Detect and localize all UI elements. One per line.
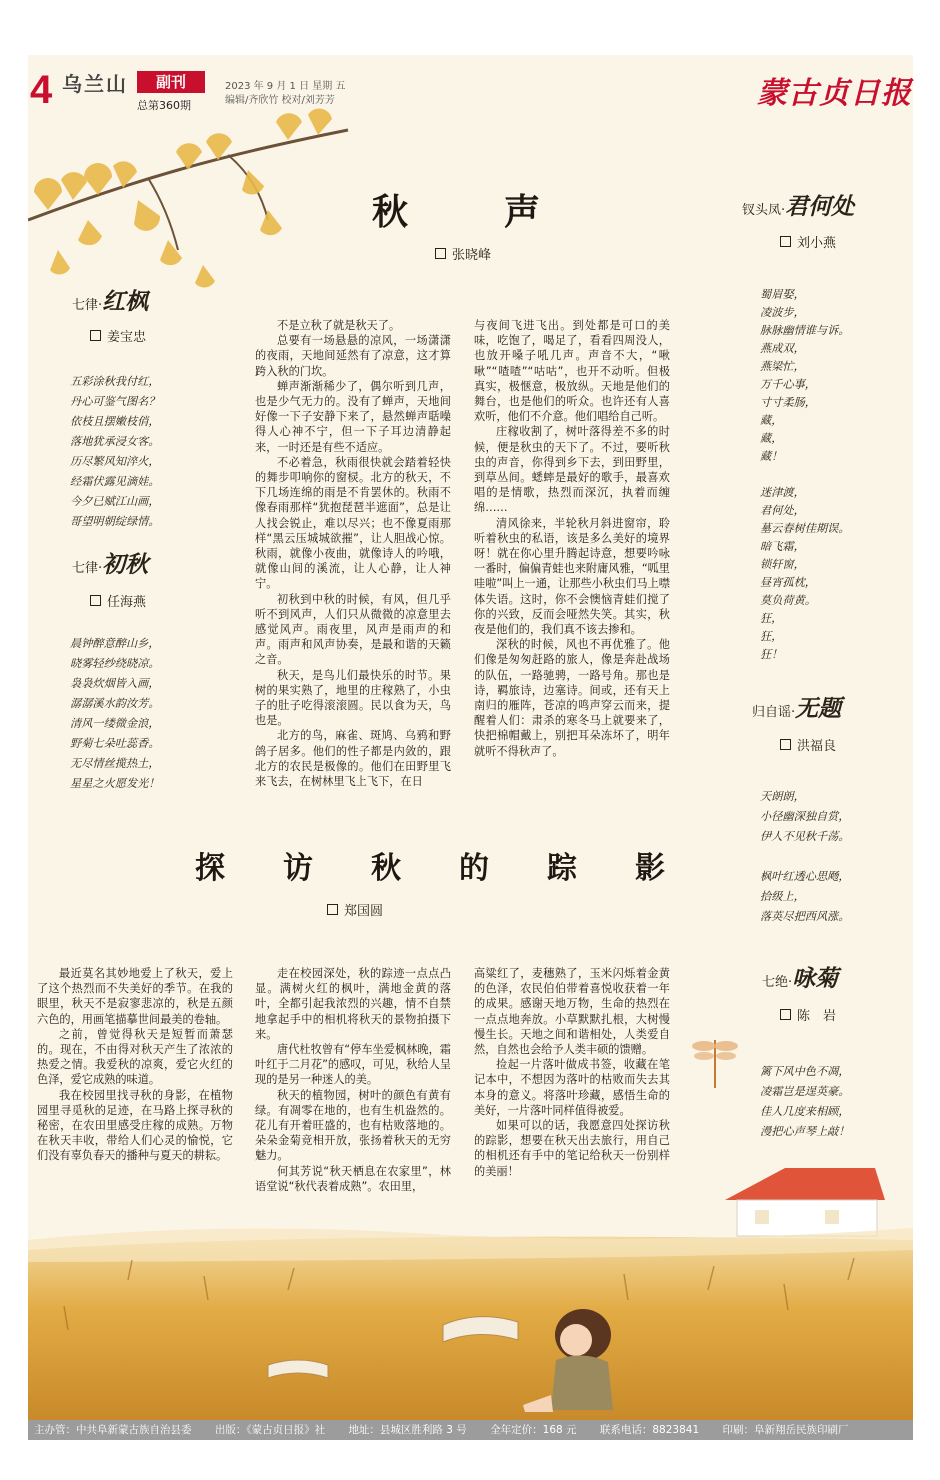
essay1-column-1 — [255, 318, 451, 789]
poem-line: 迷津渡， — [760, 486, 805, 499]
byline-marker-icon — [780, 236, 791, 247]
poem4-byline: 洪福良 — [780, 735, 836, 754]
byline-marker-icon — [90, 330, 101, 341]
paragraph: 捡起一片落叶做成书签，收藏在笔记本中，不想因为落叶的枯败而失去其本身的意义。将落叶珍藏，感悟生命的美好，一片落叶同样值得被爱。 — [474, 1058, 670, 1117]
paragraph: 如果可以的话，我愿意四处探访秋的踪影，想要在秋天出去旅行，用自己的相机还有手中的笔记给秋天一份别样的美丽！ — [474, 1119, 670, 1178]
poem-line: 星星之火愿发光！ — [70, 777, 160, 790]
poem-line: 潺潺溪水韵汝芳。 — [70, 697, 160, 710]
poem-line: 墓云春树佳期误。 — [760, 522, 850, 535]
paragraph: 蝉声渐渐稀少了，偶尔听到几声，也是少气无力的。没有了蝉声，天地间好像一下子安静下来了，悬然蝉声聒噪得人心神不宁，但一下子耳边清静起来，一时还是有些不适应。 — [255, 379, 451, 454]
poem-line: 燕梁忙， — [760, 360, 805, 373]
poem-line: 枫叶红透心思飏， — [760, 870, 850, 883]
poem5-byline: 陈 岩 — [780, 1005, 836, 1024]
byline-marker-icon — [90, 595, 101, 606]
poem-line: 藏！ — [760, 450, 783, 463]
footer-phone: 联系电话：8823841 — [599, 1424, 700, 1436]
paragraph: 秋天的植物园，树叶的颜色有黄有绿。有凋零在地的，也有生机盎然的。花儿有开着旺盛的，也有枯败落地的。朵朵金菊竞相开放，张扬着秋天的无穷魅力。 — [255, 1088, 451, 1163]
footer-printer: 印刷：阜新翔岳民族印刷厂 — [722, 1424, 849, 1436]
paragraph: 唐代杜牧曾有“停车坐爱枫林晚，霜叶红于二月花”的感叹，可见，秋给人呈现的是另一种迷人的美。 — [255, 1043, 451, 1087]
autumn-meadow-illustration — [28, 1150, 913, 1420]
poem-line: 莫负荷黄。 — [760, 594, 816, 607]
poem2-body — [70, 634, 160, 794]
poem-line: 狂， — [760, 612, 783, 625]
paragraph: 最近莫名其妙地爱上了秋天，爱上了这个热烈而不失美好的季节。在我的眼里，秋天不是寂寥悲凉的，秋是五颜六色的，用画笔描摹世间最美的卷轴。 — [37, 967, 233, 1026]
paragraph: 之前，曾觉得秋天是短暂而萧瑟的。现在，不由得对秋天产生了浓浓的热爱之情。我爱秋的凉爽，爱它火红的色泽，爱它成熟的味道。 — [37, 1027, 233, 1087]
poem-line: 昼宵孤枕， — [760, 576, 816, 589]
poem-line: 经霜伏露见滴娃。 — [70, 475, 160, 488]
poem2-title: 七律·初秋 — [72, 551, 149, 578]
poem-line — [760, 466, 850, 484]
paragraph: 初秋到中秋的时候，有风，但几乎听不到风声，人们只从微微的凉意里去感觉风声。雨夜里，风声是雨声的和声。雨声和风声协奏，是最和谐的天籁之音。 — [255, 592, 451, 667]
footer-bar — [28, 1420, 913, 1440]
essay1-author: 张晓峰 — [452, 248, 492, 263]
essay2-column-3 — [474, 966, 670, 1179]
poem-line: 佳人几度来相顾， — [760, 1105, 850, 1118]
issue-number: 总第360期 — [137, 99, 191, 112]
poem-line: 五彩涂秋我付红， — [70, 375, 160, 388]
paragraph: 我在校园里找寻秋的身影，在植物园里寻觅秋的足迹，在马路上探寻秋的秘密，在农田里感受庄稼的成熟。万物在秋天丰收，带给人们心灵的愉悦，它们没有辜负春天的播种与夏天的耕耘。 — [37, 1088, 233, 1163]
byline-marker-icon — [327, 904, 338, 915]
essay2-column-1 — [37, 966, 233, 1164]
poem-line: 脉脉幽情谁与诉。 — [760, 324, 850, 337]
poem-line: 落地犹承浸女客。 — [70, 435, 160, 448]
poem-line: 丹心可鉴气图名？ — [70, 395, 160, 408]
poem4-body — [760, 787, 850, 927]
poem2-byline: 任海燕 — [90, 591, 146, 610]
poem-line: 凌波步， — [760, 306, 805, 319]
poem-line: 晨钟醉意醉山乡， — [70, 637, 160, 650]
poem-line: 无尽情丝揽热土， — [70, 757, 160, 770]
poem-line: 锁轩窗， — [760, 558, 805, 571]
poem4-title: 归自谣·无题 — [752, 695, 842, 722]
paragraph: 不是立秋了就是秋天了。 — [277, 319, 401, 332]
poem-line: 历尽繁风知淬火， — [70, 455, 160, 468]
paragraph: 庄稼收割了，树叶落得差不多的时候，便是秋虫的天下了。不过，要听秋虫的声音，你得到乡下去，到田野里，到草丛间。蟋蟀是最好的歌手，最喜欢唱的是情歌，热烈而深沉，执着而缠绵…… — [474, 425, 670, 515]
poem-line: 今夕已赋江山画， — [70, 495, 160, 508]
poem-line: 暗飞霜， — [760, 540, 805, 553]
poem1-byline: 姜宝忠 — [90, 326, 146, 345]
byline-marker-icon — [780, 1009, 791, 1020]
poem-line: 落英尽把西风涨。 — [760, 910, 850, 923]
paragraph: 不必着急，秋雨很快就会踏着轻快的舞步叩响你的窗棂。北方的秋天，不下几场连绵的雨是不肯罢休的。秋雨不像春雨那样“犹抱琵琶半遮面”，总是让人找会锐止，难以尽兴；也不像夏雨那样“黑云压城城欲摧”，让人胆战心惊。秋雨，就像小夜曲，就像诗人的吟哦，就像山间的溪流，让人心静，让人神宁。 — [255, 455, 451, 591]
page-number: 4 — [30, 68, 53, 112]
paragraph: 总要有一场悬悬的凉风，一场潇潇的夜雨，天地间延然有了凉意，这才算跨入秋的门坎。 — [255, 334, 451, 378]
poem-line: 万千心事， — [760, 378, 816, 391]
paragraph: 清风徐来，半轮秋月斜进窗帘，聆听着秋虫的私语，该是多么美好的境界呀！就在你心里升腾起诗意，想要吟咏一番时，偏偏青蛙也来附庸风雅，“呱里哇啦”叫上一通，让那些小秋虫们马上噤体失语。这时，你不会懊恼青蛙们搅了你的兴致，反而会哑然失笑。其实，秋夜是他们的，我们真不该去掺和。 — [474, 516, 670, 637]
poem-line: 篱下风中色不凋， — [760, 1065, 850, 1078]
poem-line: 拾级上， — [760, 890, 805, 903]
poem-line: 清风一缕微金浪， — [70, 717, 160, 730]
footer-publisher: 出版：《蒙古贞日报》社 — [214, 1424, 326, 1436]
poem3-byline: 刘小燕 — [780, 232, 836, 251]
dragonfly-illustration — [690, 1030, 740, 1090]
poem3-body — [760, 286, 850, 664]
poem5-title: 七绝·咏菊 — [762, 965, 839, 992]
byline-marker-icon — [780, 739, 791, 750]
publish-date: 2023 年 9 月 1 日 星期 五 — [225, 81, 346, 92]
essay1-column-2 — [474, 318, 670, 759]
poem-line: 野菊七朵吐蕊香。 — [70, 737, 160, 750]
poem-line: 哥望明朝绽绿情。 — [70, 515, 160, 528]
poem1-title: 七律·红枫 — [72, 288, 149, 315]
byline-marker-icon — [435, 248, 446, 259]
poem-line: 漫把心声琴上敲！ — [760, 1125, 850, 1138]
poem-line: 蜀眉娶， — [760, 288, 805, 301]
paragraph: 北方的鸟，麻雀、斑鸠、乌鸦和野鸽子居多。他们的性子都是内敛的，跟北方的农民是极像的。他们在田野里飞来飞去，在树林里飞上飞下，在日 — [255, 729, 451, 789]
footer-address: 地址：县城区胜利路 3 号 — [348, 1424, 467, 1436]
essay2-byline: 郑国圆 — [327, 900, 383, 919]
poem1-body — [70, 372, 160, 532]
poem-line: 凌霜岂是逞英豪。 — [760, 1085, 850, 1098]
newspaper-name: 蒙古贞日报 — [757, 76, 912, 111]
paragraph: 与夜间飞进飞出。到处都是可口的美味，吃饱了，喝足了，看看四周没人，也放开嗓子吼几声。声音不大，“啾啾”“喳喳”“咕咕”，也开不动听。但极真实，极惬意，极放纵。天地是他们的舞台，也是他们的听众。也许还有人喜欢听，他们不介意。他们唱给自己听。 — [474, 319, 670, 424]
essay1-byline — [435, 244, 491, 263]
paragraph: 何其芳说“秋天栖息在农家里”，林语堂说“秋代表着成熟”。农田里， — [255, 1164, 451, 1193]
poem-line: 晓雾轻纱绕晓凉。 — [70, 657, 160, 670]
poem-line: 寸寸柔肠， — [760, 396, 816, 409]
poem-line: 狂， — [760, 630, 783, 643]
poem3-title: 钗头凤·君何处 — [742, 193, 855, 220]
poem-line: 狂！ — [760, 648, 783, 661]
poem-line: 燕成双， — [760, 342, 805, 355]
poem-line: 依枝且摆嫩枝俏， — [70, 415, 160, 428]
poem-line — [760, 847, 850, 867]
poem5-body — [760, 1062, 850, 1142]
paragraph: 走在校园深处，秋的踪迹一点点凸显。满树火红的枫叶，满地金黄的落叶，全都引起我浓烈的兴趣，情不自禁地拿起手中的相机将秋天的景物拍摄下来。 — [255, 967, 451, 1041]
footer-sponsor: 主办管：中共阜新蒙古族自治县委 — [34, 1424, 192, 1436]
editor-credits: 编辑/齐欣竹 校对/刘芳芳 — [225, 95, 335, 106]
poem-line: 藏， — [760, 432, 783, 445]
poem-line: 藏， — [760, 414, 783, 427]
poem-line: 袅袅炊烟皆入画， — [70, 677, 160, 690]
essay2-title: 探 访 秋 的 踪 影 — [195, 851, 679, 886]
essay1-title: 秋 声 — [372, 191, 571, 233]
column-logo: 乌兰山 — [62, 72, 128, 96]
poem-line: 小径幽深独自赏， — [760, 810, 850, 823]
paragraph: 秋天，是鸟儿们最快乐的时节。果树的果实熟了，地里的庄稼熟了，小虫子的肚子吃得滚滚圆。民以食为天，鸟也是。 — [255, 668, 451, 728]
ginkgo-branch-illustration — [28, 100, 358, 300]
section-label: 副刊 — [137, 71, 205, 93]
poem-line: 伊人不见秋千荡。 — [760, 830, 850, 843]
paragraph: 高粱红了，麦穗熟了，玉米闪烁着金黄的色泽，农民伯伯带着喜悦收获着一年的成果。感谢天地万物，生命的热烈在一点点地奔放。小草默默扎根，大树慢慢生长。天地之间和谐相处，人类爱自然，自然也会给予人类丰硕的馈赠。 — [474, 967, 670, 1057]
paragraph: 深秋的时候，风也不再优雅了。他们像是匆匆赶路的旅人，像是奔赴战场的队伍，一路驰骋，一路号角。那也是诗，羁旅诗，边塞诗。间或，还有天上南归的雁阵，苍凉的鸣声穿云而来，提醒着人们：肃杀的寒冬马上就要来了，快把棉帽戴上，别把耳朵冻坏了，明年就听不得秋声了。 — [474, 638, 670, 758]
footer-price: 全年定价：168 元 — [490, 1424, 577, 1436]
poem-line: 君何处， — [760, 504, 805, 517]
poem-line: 天朗朗， — [760, 790, 805, 803]
